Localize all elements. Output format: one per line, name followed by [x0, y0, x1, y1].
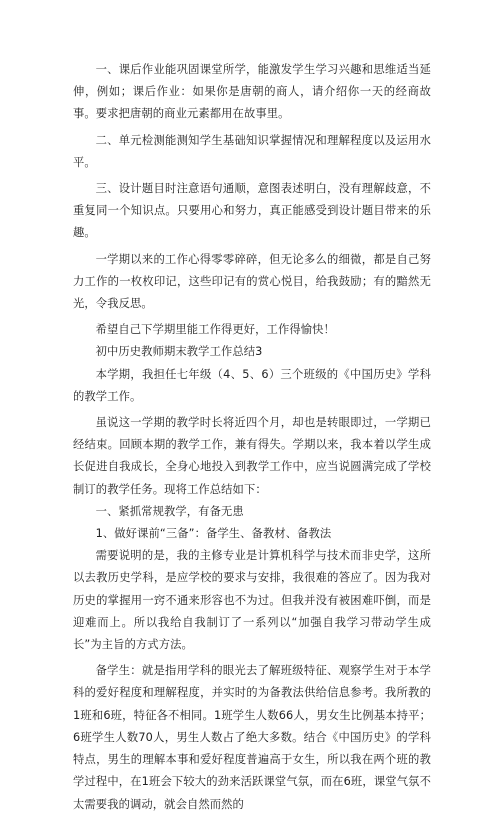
paragraph-reflection: 一学期以来的工作心得零零碎碎，但无论多么的细微，都是自己努力工作的一枚枚印记，这些印记有的赏心悦目，给我鼓励；有的黯然无光，令我反思。 — [73, 252, 431, 311]
paragraph-assignment: 本学期，我担任七年级（4、5、6）三个班级的《中国历史》学科的教学工作。 — [73, 367, 431, 403]
paragraph-prepare-students: 备学生：就是指用学科的眼光去了解班级特征、观察学生对于本学科的爱好程度和理解程度，并实时的为备教法供给信息参考。我所教的1班和6班，特征各不相同。1班学生人数66人，男女生比例基本持平；6班学生人数70人，男生人数占了绝大多数。结合《中国历史》的学科特点，男生的理解本事和爱好程度普遍高于女生，所以我在两个班的教学过程中，在1班会下较大的劲来活跃课堂气氛，而在6班，课堂气氛不太需要我的调动，就会自然而然的 — [73, 664, 431, 811]
paragraph-question-design: 三、设计题目时注意语句通顺，意图表述明白，没有理解歧意，不重复同一个知识点。只要用心和努力，真正能感受到设计题目带来的乐趣。 — [73, 182, 431, 240]
paragraph-hope: 希望自己下学期里能工作得更好，工作得愉快！ — [95, 323, 335, 337]
heading-routine-teaching: 一、紧抓常规教学，有备无患 — [95, 504, 244, 518]
paragraph-major-note: 需要说明的是，我的主修专业是计算机科学与技术而非史学，这所以去教历史学科，是应学校的要求与安排，我很难的答应了。因为我对历史的掌握用一窍不通来形容也不为过。但我并没有被困难吓倒，而是迎难而上。所以我给自我制订了一系列以“加强自我学习带动学生成长”为主旨的方式方法。 — [73, 549, 431, 652]
paragraph-homework: 一、课后作业能巩固课堂所学，能激发学生学习兴趣和思维适当延伸，例如；课后作业：如果你是唐朝的商人，请介绍你一天的经商故事。要求把唐朝的商业元素都用在故事里。 — [73, 63, 431, 121]
heading-three-preparations: 1、做好课前“三备”：备学生、备教材、备教法 — [95, 527, 332, 541]
paragraph-unit-test: 二、单元检测能测知学生基础知识掌握情况和理解程度以及运用水平。 — [73, 133, 431, 169]
section-title: 初中历史教师期末教学工作总结3 — [95, 345, 263, 359]
paragraph-review: 虽说这一学期的教学时长将近四个月，却也是转眼即过，一学期已经结束。回顾本期的教学工作，兼有得失。学期以来，我本着以学生成长促进自我成长，全身心地投入到教学工作中，应当说圆满完成了学校制订的教学任务。现将工作总结如下： — [73, 416, 431, 496]
document-body — [73, 59, 431, 816]
